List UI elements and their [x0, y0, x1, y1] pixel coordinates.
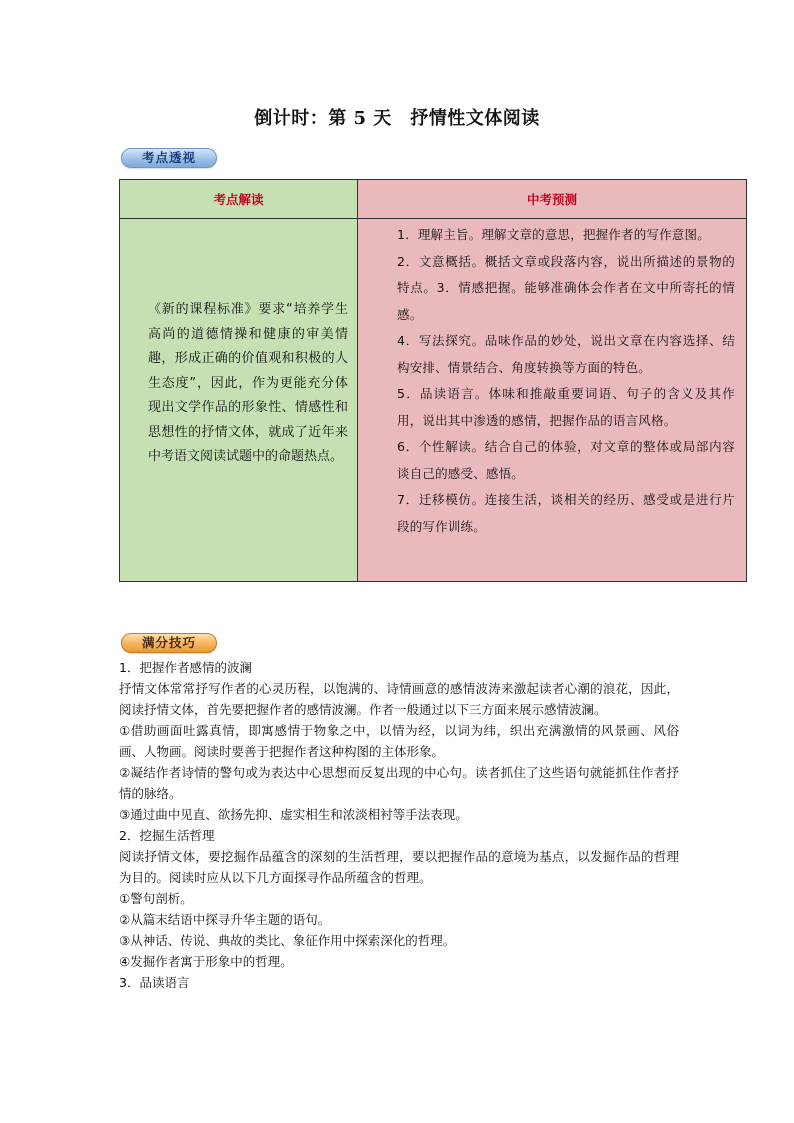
list-item: 1．理解主旨。理解文章的意思，把握作者的写作意图。	[397, 227, 710, 242]
list-item: 5．品读语言。体味和推敲重要词语、句子的含义及其作用，说出其中渗透的感情，把握作品的语言风格。	[397, 386, 735, 428]
exam-analysis-cell	[120, 219, 358, 582]
exam-points-table	[119, 179, 747, 582]
page-title: 倒计时：第 5 天 抒情性文体阅读	[254, 108, 540, 129]
paragraph: ①警句剖析。	[119, 891, 193, 906]
paragraph: 阅读抒情文体，要挖掘作品蕴含的深刻的生活哲理，要以把握作品的意境为基点，以发掘作品的哲理为目的。阅读时应从以下几方面探寻作品所蕴含的哲理。	[119, 849, 679, 885]
header-exam-prediction: 中考预测	[358, 180, 747, 219]
paragraph: ②从篇末结语中探寻升华主题的语句。	[119, 912, 331, 927]
paragraph: ①借助画面吐露真情，即寓感情于物象之中，以情为经，以词为纬，织出充满激情的风景画、风俗画、人物画。阅读时要善于把握作者这种构图的主体形象。	[119, 723, 679, 759]
paragraph: 1．把握作者感情的波澜	[119, 660, 252, 675]
skills-body	[119, 657, 679, 993]
paragraph: 抒情文体常常抒写作者的心灵历程，以饱满的、诗情画意的感情波涛来激起读者心潮的浪花，因此，阅读抒情文体，首先要把握作者的感情波澜。作者一般通过以下三方面来展示感情波澜。	[119, 681, 679, 717]
paragraph: ④发掘作者寓于形象中的哲理。	[119, 954, 293, 969]
table-body-row	[120, 219, 747, 582]
exam-analysis-text: 《新的课程标准》要求“培养学生高尚的道德情操和健康的审美情趣，形成正确的价值观和积极的人生态度”，因此，作为更能充分体现出文学作品的形象性、情感性和思想性的抒情文体，就成了近年来中考语文阅读试题中的命题热点。	[148, 302, 348, 464]
list-item: 7．迁移模仿。连接生活，谈相关的经历、感受或是进行片段的写作训练。	[397, 492, 735, 534]
header-exam-analysis: 考点解读	[120, 180, 358, 219]
paragraph: 2．挖掘生活哲理	[119, 828, 215, 843]
paragraph: 3．品读语言	[119, 975, 190, 990]
prediction-list	[359, 222, 745, 540]
table-header-row	[120, 180, 747, 219]
exam-prediction-cell	[358, 219, 747, 582]
section-badge-exam-points: 考点透视	[121, 148, 217, 168]
paragraph: ③从神话、传说、典故的类比、象征作用中探索深化的哲理。	[119, 933, 456, 948]
list-item: 2．文意概括。概括文章或段落内容，说出所描述的景物的特点。3．情感把握。能够准确体会作者在文中所寄托的情感。	[397, 253, 735, 322]
list-item: 6．个性解读。结合自己的体验，对文章的整体或局部内容谈自己的感受、感悟。	[397, 439, 735, 481]
paragraph: ②凝结作者诗情的警句或为表达中心思想而反复出现的中心句。读者抓住了这些语句就能抓住作者抒情的脉络。	[119, 765, 679, 801]
section-badge-full-score-skills: 满分技巧	[121, 633, 217, 653]
paragraph: ③通过曲中见直、欲扬先抑、虚实相生和浓淡相衬等手法表现。	[119, 807, 468, 822]
list-item: 4．写法探究。品味作品的妙处，说出文章在内容选择、结构安排、情景结合、角度转换等方面的特色。	[397, 333, 735, 375]
